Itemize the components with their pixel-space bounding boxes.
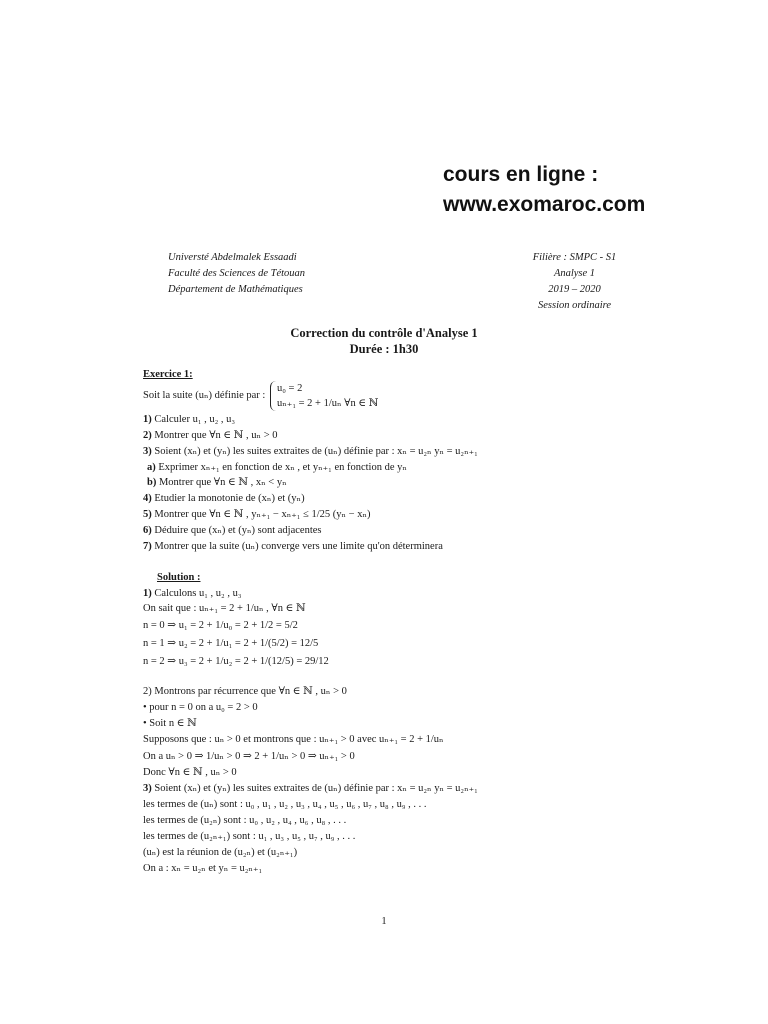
solution-line: n = 1 ⇒ u₂ = 2 + 1/u₁ = 2 + 1/(5/2) = 12/5 <box>143 638 319 649</box>
watermark-line-2: www.exomaroc.com <box>443 193 646 216</box>
header-university: Universté Abdelmalek Essaadi <box>168 252 297 263</box>
title-duration: Durée : 1h30 <box>349 342 419 356</box>
header-institution <box>168 250 305 298</box>
header-department: Département de Mathématiques <box>168 284 303 295</box>
solution-line: On sait que : uₙ₊₁ = 2 + 1/uₙ , ∀n ∈ ℕ <box>143 603 306 614</box>
question-item: 2) Montrer que ∀n ∈ ℕ , uₙ > 0 <box>143 430 278 441</box>
watermark <box>443 160 645 220</box>
solution-line: n = 2 ⇒ u₃ = 2 + 1/u₂ = 2 + 1/(12/5) = 29/12 <box>143 656 329 667</box>
question-item: a) Exprimer xₙ₊₁ en fonction de xₙ , et yₙ₊₁ en fonction de yₙ <box>147 462 407 473</box>
exercise-intro <box>143 381 378 411</box>
question-item: 5) Montrer que ∀n ∈ ℕ , yₙ₊₁ − xₙ₊₁ ≤ 1/25 (yₙ − xₙ) <box>143 509 371 520</box>
header-course: Analyse 1 <box>553 268 596 279</box>
exercise-intro-text: Soit la suite (uₙ) définie par : <box>143 390 266 401</box>
solution-line: n = 0 ⇒ u₁ = 2 + 1/u₀ = 2 + 1/2 = 5/2 <box>143 620 298 631</box>
watermark-line-1: cours en ligne : <box>443 163 599 186</box>
solution-line: les termes de (uₙ) sont : u₀ , u₁ , u₂ , u₃ , u₄ , u₅ , u₆ , u₇ , u₈ , u₉ , . . . <box>143 799 427 810</box>
solution-heading: Solution : <box>157 572 201 583</box>
solution-line: les termes de (u₂ₙ₊₁) sont : u₁ , u₃ , u₅ , u₇ , u₉ , . . . <box>143 831 356 842</box>
solution-line: 1) Calculons u₁ , u₂ , u₃ <box>143 588 242 599</box>
question-item: b) Montrer que ∀n ∈ ℕ , xₙ < yₙ <box>147 477 287 488</box>
page-number: 1 <box>381 916 387 927</box>
solution-line: • Soit n ∈ ℕ <box>143 718 197 729</box>
solution-line: Supposons que : uₙ > 0 et montrons que : uₙ₊₁ > 0 avec uₙ₊₁ = 2 + 1/uₙ <box>143 734 444 745</box>
header-filiere: Filière : SMPC - S1 <box>532 252 617 263</box>
title-main: Correction du contrôle d'Analyse 1 <box>290 326 478 340</box>
question-item: 3) Soient (xₙ) et (yₙ) les suites extraites de (uₙ) définie par : xₙ = u₂ₙ yₙ = u₂ₙ₊₁ <box>143 446 478 457</box>
exercise-heading: Exercice 1: <box>143 369 193 380</box>
solution-line: On a : xₙ = u₂ₙ et yₙ = u₂ₙ₊₁ <box>143 863 263 874</box>
header-session: Session ordinaire <box>537 300 611 311</box>
header-faculty: Faculté des Sciences de Tétouan <box>168 268 306 279</box>
system-line-1: u₀ = 2 <box>276 383 303 394</box>
header-year: 2019 – 2020 <box>548 284 601 295</box>
solution-line: les termes de (u₂ₙ) sont : u₀ , u₂ , u₄ , u₆ , u₈ , . . . <box>143 815 347 826</box>
header-course-info <box>522 250 627 314</box>
solution-line: (uₙ) est la réunion de (u₂ₙ) et (u₂ₙ₊₁) <box>143 847 298 858</box>
solution-line: Donc ∀n ∈ ℕ , uₙ > 0 <box>143 767 237 778</box>
question-item: 7) Montrer que la suite (uₙ) converge vers une limite qu'on déterminera <box>143 541 443 552</box>
document-title <box>0 325 768 357</box>
question-item: 6) Déduire que (xₙ) et (yₙ) sont adjacentes <box>143 525 322 536</box>
question-item: 4) Etudier la monotonie de (xₙ) et (yₙ) <box>143 493 305 504</box>
solution-line: 3) Soient (xₙ) et (yₙ) les suites extraites de (uₙ) définie par : xₙ = u₂ₙ yₙ = u₂ₙ₊₁ <box>143 783 478 794</box>
solution-line: • pour n = 0 on a u₀ = 2 > 0 <box>143 702 258 713</box>
question-item: 1) Calculer u₁ , u₂ , u₃ <box>143 414 236 425</box>
solution-line: 2) Montrons par récurrence que ∀n ∈ ℕ , uₙ > 0 <box>143 686 347 697</box>
solution-line: On a uₙ > 0 ⇒ 1/uₙ > 0 ⇒ 2 + 1/uₙ > 0 ⇒ uₙ₊₁ > 0 <box>143 751 355 762</box>
system-line-2: uₙ₊₁ = 2 + 1/uₙ ∀n ∈ ℕ <box>276 398 379 409</box>
sequence-definition <box>270 381 378 411</box>
